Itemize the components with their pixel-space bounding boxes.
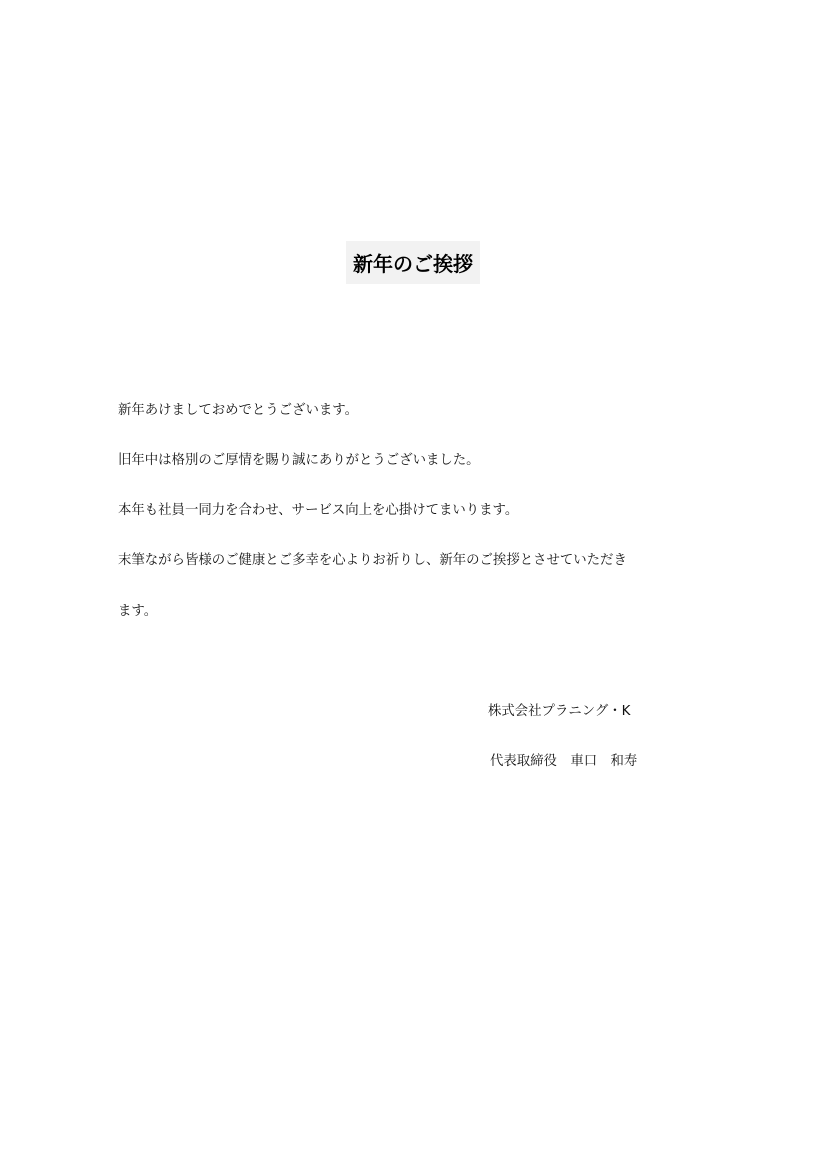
body-line: 本年も社員一同力を合わせ、サービス向上を心掛けてまいります。 — [118, 503, 519, 518]
signature-company: 株式会社プラニング・K — [488, 704, 631, 719]
body-line: 末筆ながら皆様のご健康とご多幸を心よりお祈りし、新年のご挨拶とさせていただき — [118, 553, 627, 568]
body-line: 新年あけましておめでとうございます。 — [118, 403, 358, 418]
document-title: 新年のご挨拶 — [353, 252, 473, 276]
title-box — [346, 241, 480, 284]
signature-representative: 代表取締役 車口 和寿 — [490, 754, 638, 769]
body-line: 旧年中は格別のご厚情を賜り誠にありがとうございました。 — [118, 453, 480, 468]
body-line: ます。 — [118, 604, 158, 619]
